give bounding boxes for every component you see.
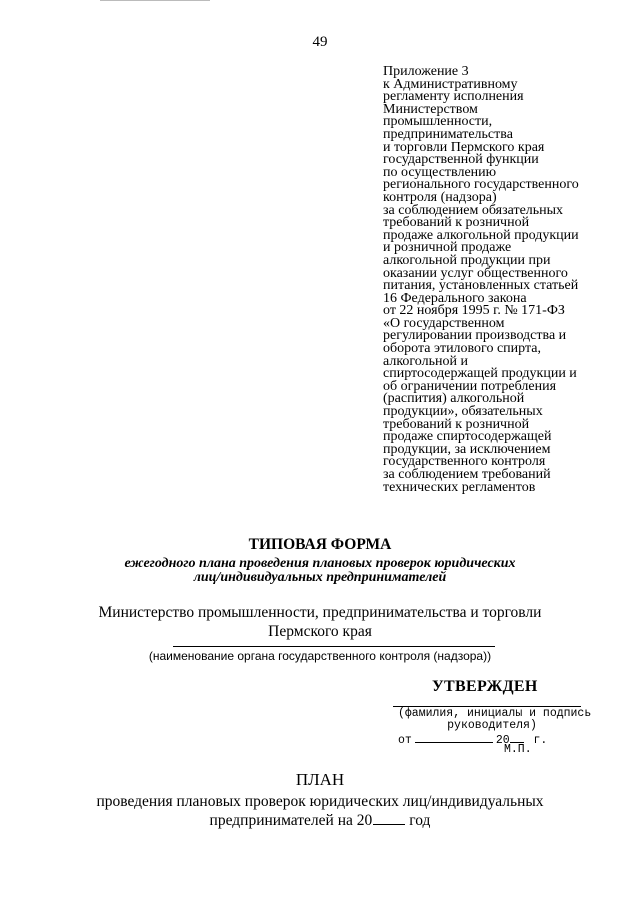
- ministry-name-line: Министерство промышленности, предпринимательства и торговли: [98, 604, 542, 621]
- authority-underline: [173, 646, 495, 647]
- signature-caption: [398, 707, 592, 732]
- appendix-line: предпринимательства: [383, 126, 513, 142]
- appendix-line: за соблюдением обязательных: [383, 202, 564, 218]
- appendix-line: Приложение 3: [383, 64, 469, 79]
- appendix-line: спиртосодержащей продукции и: [383, 366, 577, 382]
- appendix-line: регионального государственного: [383, 177, 579, 193]
- plan-subtitle: [0, 792, 640, 830]
- plan-title: ПЛАН: [295, 770, 345, 789]
- appendix-line: оборота этилового спирта,: [383, 341, 541, 357]
- authority-caption: (наименование органа государственного контроля (надзора)): [148, 649, 492, 663]
- appendix-line: алкогольной продукции при: [383, 252, 551, 268]
- appendix-line: (распития) алкогольной: [383, 391, 525, 407]
- signature-caption-line: руководителя): [447, 719, 537, 732]
- appendix-line: и розничной продаже: [383, 240, 512, 256]
- page-number: 49: [312, 34, 328, 50]
- date-blank: [415, 733, 493, 743]
- appendix-line: регулировании производства и: [383, 328, 567, 344]
- appendix-line: продукции», обязательных: [383, 404, 543, 420]
- plan-year-suffix: год: [409, 812, 431, 829]
- plan-subtitle-line: проведения плановых проверок юридических лиц/индивидуальных: [96, 793, 544, 810]
- date-from-label: от: [398, 734, 412, 747]
- appendix-line: 16 Федерального закона: [383, 290, 527, 306]
- appendix-line: продаже алкогольной продукции: [383, 227, 579, 243]
- appendix-line: требований к розничной: [383, 215, 530, 231]
- appendix-line: оказании услуг общественного: [383, 265, 568, 281]
- appendix-line: государственного контроля: [383, 454, 546, 470]
- year-blank: [510, 733, 524, 743]
- form-subtitle-line: ежегодного плана проведения плановых проверок юридических: [124, 556, 516, 571]
- appendix-line: «О государственном: [383, 315, 505, 331]
- date-year-suffix: г.: [533, 734, 548, 747]
- appendix-line: государственной функции: [383, 152, 539, 168]
- appendix-line: продаже спиртосодержащей: [383, 429, 552, 445]
- appendix-line: и торговли Пермского края: [383, 139, 545, 155]
- signature-caption-line: (фамилия, инициалы и подпись: [398, 707, 592, 720]
- appendix-line: к Административному: [383, 76, 518, 92]
- plan-subtitle-line: [0, 811, 640, 830]
- form-subtitle: [0, 557, 640, 585]
- stamp-label: М.П.: [504, 743, 532, 756]
- date-year-prefix: 20: [495, 734, 510, 747]
- appendix-line: требований к розничной: [383, 416, 530, 432]
- appendix-line: от 22 ноября 1995 г. № 171-ФЗ: [383, 303, 565, 319]
- appendix-line: промышленности,: [383, 114, 493, 130]
- appendix-line: питания, установленных статьей: [383, 278, 579, 294]
- appendix-line: Министерством: [383, 101, 478, 117]
- plan-year-blank: [373, 812, 405, 825]
- appendix-line: контроля (надзора): [383, 189, 497, 205]
- ministry-name: [0, 603, 640, 641]
- appendix-line: технических регламентов: [383, 479, 536, 495]
- approved-label: УТВЕРЖДЕН: [432, 678, 538, 695]
- form-title: ТИПОВАЯ ФОРМА: [248, 536, 392, 553]
- appendix-line: за соблюдением требований: [383, 467, 551, 482]
- ministry-name-line: Пермского края: [268, 623, 372, 640]
- plan-year-prefix: предпринимателей на 20: [209, 812, 373, 829]
- appendix-line: алкогольной и: [383, 353, 468, 369]
- appendix-line: регламенту исполнения: [383, 89, 524, 105]
- form-subtitle-line: лиц/индивидуальных предпринимателей: [193, 570, 447, 585]
- appendix-line: по осуществлению: [383, 164, 497, 180]
- appendix-note: [383, 66, 623, 494]
- appendix-line: продукции, за исключением: [383, 441, 551, 457]
- appendix-line: об ограничении потребления: [383, 378, 557, 394]
- top-edge-line: [100, 0, 210, 1]
